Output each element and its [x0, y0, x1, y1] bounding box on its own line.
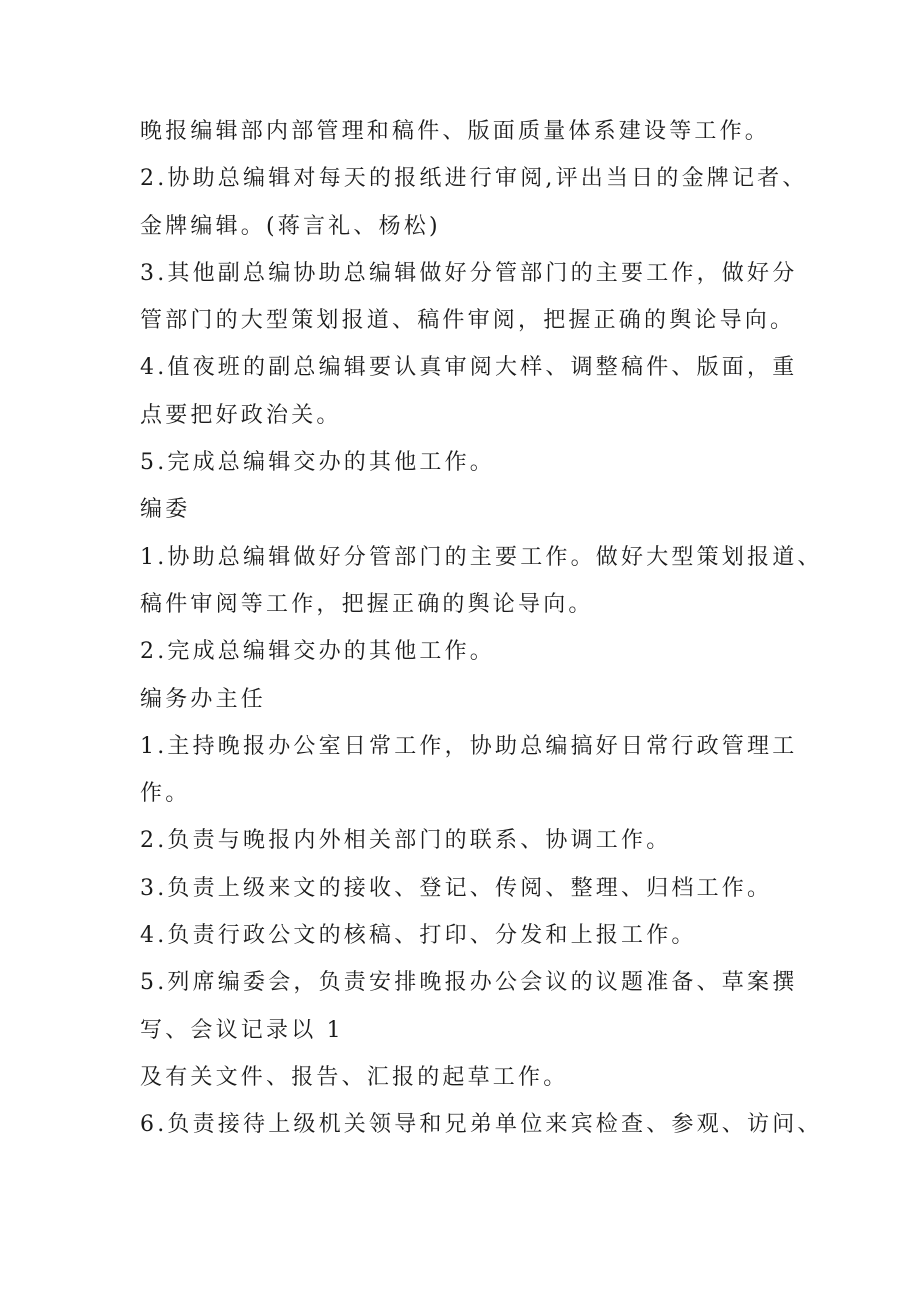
document-body [140, 108, 823, 1149]
text-line: 金牌编辑。(蒋言礼、杨松) [140, 213, 441, 239]
text-line: 管部门的大型策划报道、稿件审阅，把握正确的舆论导向。 [140, 308, 796, 334]
text-line: 点要把好政治关。 [140, 402, 342, 428]
text-line: 作。 [140, 781, 191, 807]
text-line: 1.协助总编辑做好分管部门的主要工作。做好大型策划报道、 [140, 544, 823, 570]
text-line: 6.负责接待上级机关领导和兄弟单位来宾检查、参观、访问、 [140, 1112, 823, 1138]
section-heading-office-director: 编务办主任 [140, 686, 267, 712]
text-line: 晚报编辑部内部管理和稿件、版面质量体系建设等工作。 [140, 119, 771, 144]
text-line: 写、会议记录以 1 [140, 1017, 344, 1043]
section-heading-editorial-committee: 编委 [140, 497, 191, 523]
text-line: 4.负责行政公文的核稿、打印、分发和上报工作。 [140, 923, 697, 949]
text-line: 5.列席编委会，负责安排晚报办公会议的议题准备、草案撰 [140, 970, 798, 996]
text-line: 3.负责上级来文的接收、登记、传阅、整理、归档工作。 [140, 875, 773, 901]
text-line: 1.主持晚报办公室日常工作，协助总编搞好日常行政管理工 [140, 733, 798, 759]
text-line: 及有关文件、报告、汇报的起草工作。 [140, 1064, 569, 1090]
text-line: 4.值夜班的副总编辑要认真审阅大样、调整稿件、版面，重 [140, 355, 798, 381]
text-line: 2.负责与晚报内外相关部门的联系、协调工作。 [140, 828, 672, 854]
text-line: 5.完成总编辑交办的其他工作。 [140, 450, 495, 476]
text-line: 2.完成总编辑交办的其他工作。 [140, 639, 495, 665]
text-line: 3.其他副总编协助总编辑做好分管部门的主要工作，做好分 [140, 260, 798, 286]
text-line: 2.协助总编辑对每天的报纸进行审阅,评出当日的金牌记者、 [140, 166, 808, 192]
text-line: 稿件审阅等工作，把握正确的舆论导向。 [140, 591, 594, 617]
